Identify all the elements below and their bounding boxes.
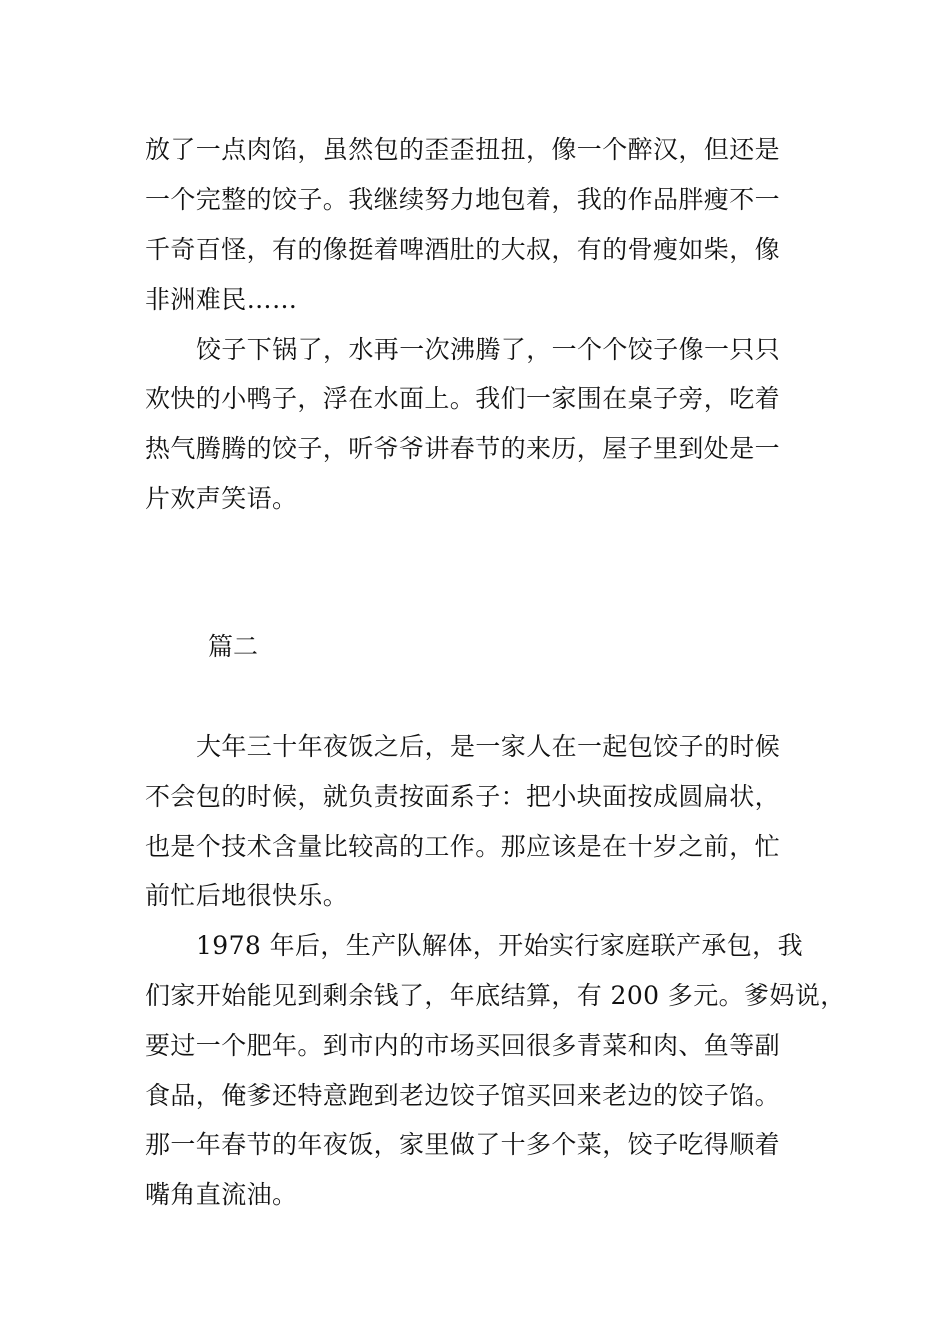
text-line: 热气腾腾的饺子，听爷爷讲春节的来历，屋子里到处是一: [145, 434, 781, 463]
text-line: 们家开始能见到剩余钱了，年底结算，有 200 多元。爹妈说，: [145, 981, 846, 1010]
text-line: 放了一点肉馅，虽然包的歪歪扭扭，像一个醉汉，但还是: [145, 135, 781, 164]
text-line: 非洲难民……: [145, 285, 298, 314]
text-line: 饺子下锅了，水再一次沸腾了，一个个饺子像一只只: [196, 335, 781, 364]
text-line: 也是个技术含量比较高的工作。那应该是在十岁之前，忙: [145, 832, 781, 861]
text-line: 不会包的时候，就负责按面系子：把小块面按成圆扁状，: [145, 782, 781, 811]
text-line: 千奇百怪，有的像挺着啤酒肚的大叔，有的骨瘦如柴，像: [145, 235, 781, 264]
text-line: 前忙后地很快乐。: [145, 881, 349, 910]
text-line: 食品，俺爹还特意跑到老边饺子馆买回来老边的饺子馅。: [145, 1081, 781, 1110]
section-heading: 篇二: [208, 632, 259, 661]
text-line: 大年三十年夜饭之后，是一家人在一起包饺子的时候: [196, 732, 781, 761]
text-line: 一个完整的饺子。我继续努力地包着，我的作品胖瘦不一: [145, 185, 781, 214]
text-line: 那一年春节的年夜饭，家里做了十多个菜，饺子吃得顺着: [145, 1130, 781, 1159]
text-line: 欢快的小鸭子，浮在水面上。我们一家围在桌子旁，吃着: [145, 384, 781, 413]
text-line: 要过一个肥年。到市内的市场买回很多青菜和肉、鱼等副: [145, 1031, 781, 1060]
text-line: 嘴角直流油。: [145, 1180, 298, 1209]
text-line: 片欢声笑语。: [145, 484, 298, 513]
text-line: 1978 年后，生产队解体，开始实行家庭联产承包，我: [196, 931, 803, 960]
